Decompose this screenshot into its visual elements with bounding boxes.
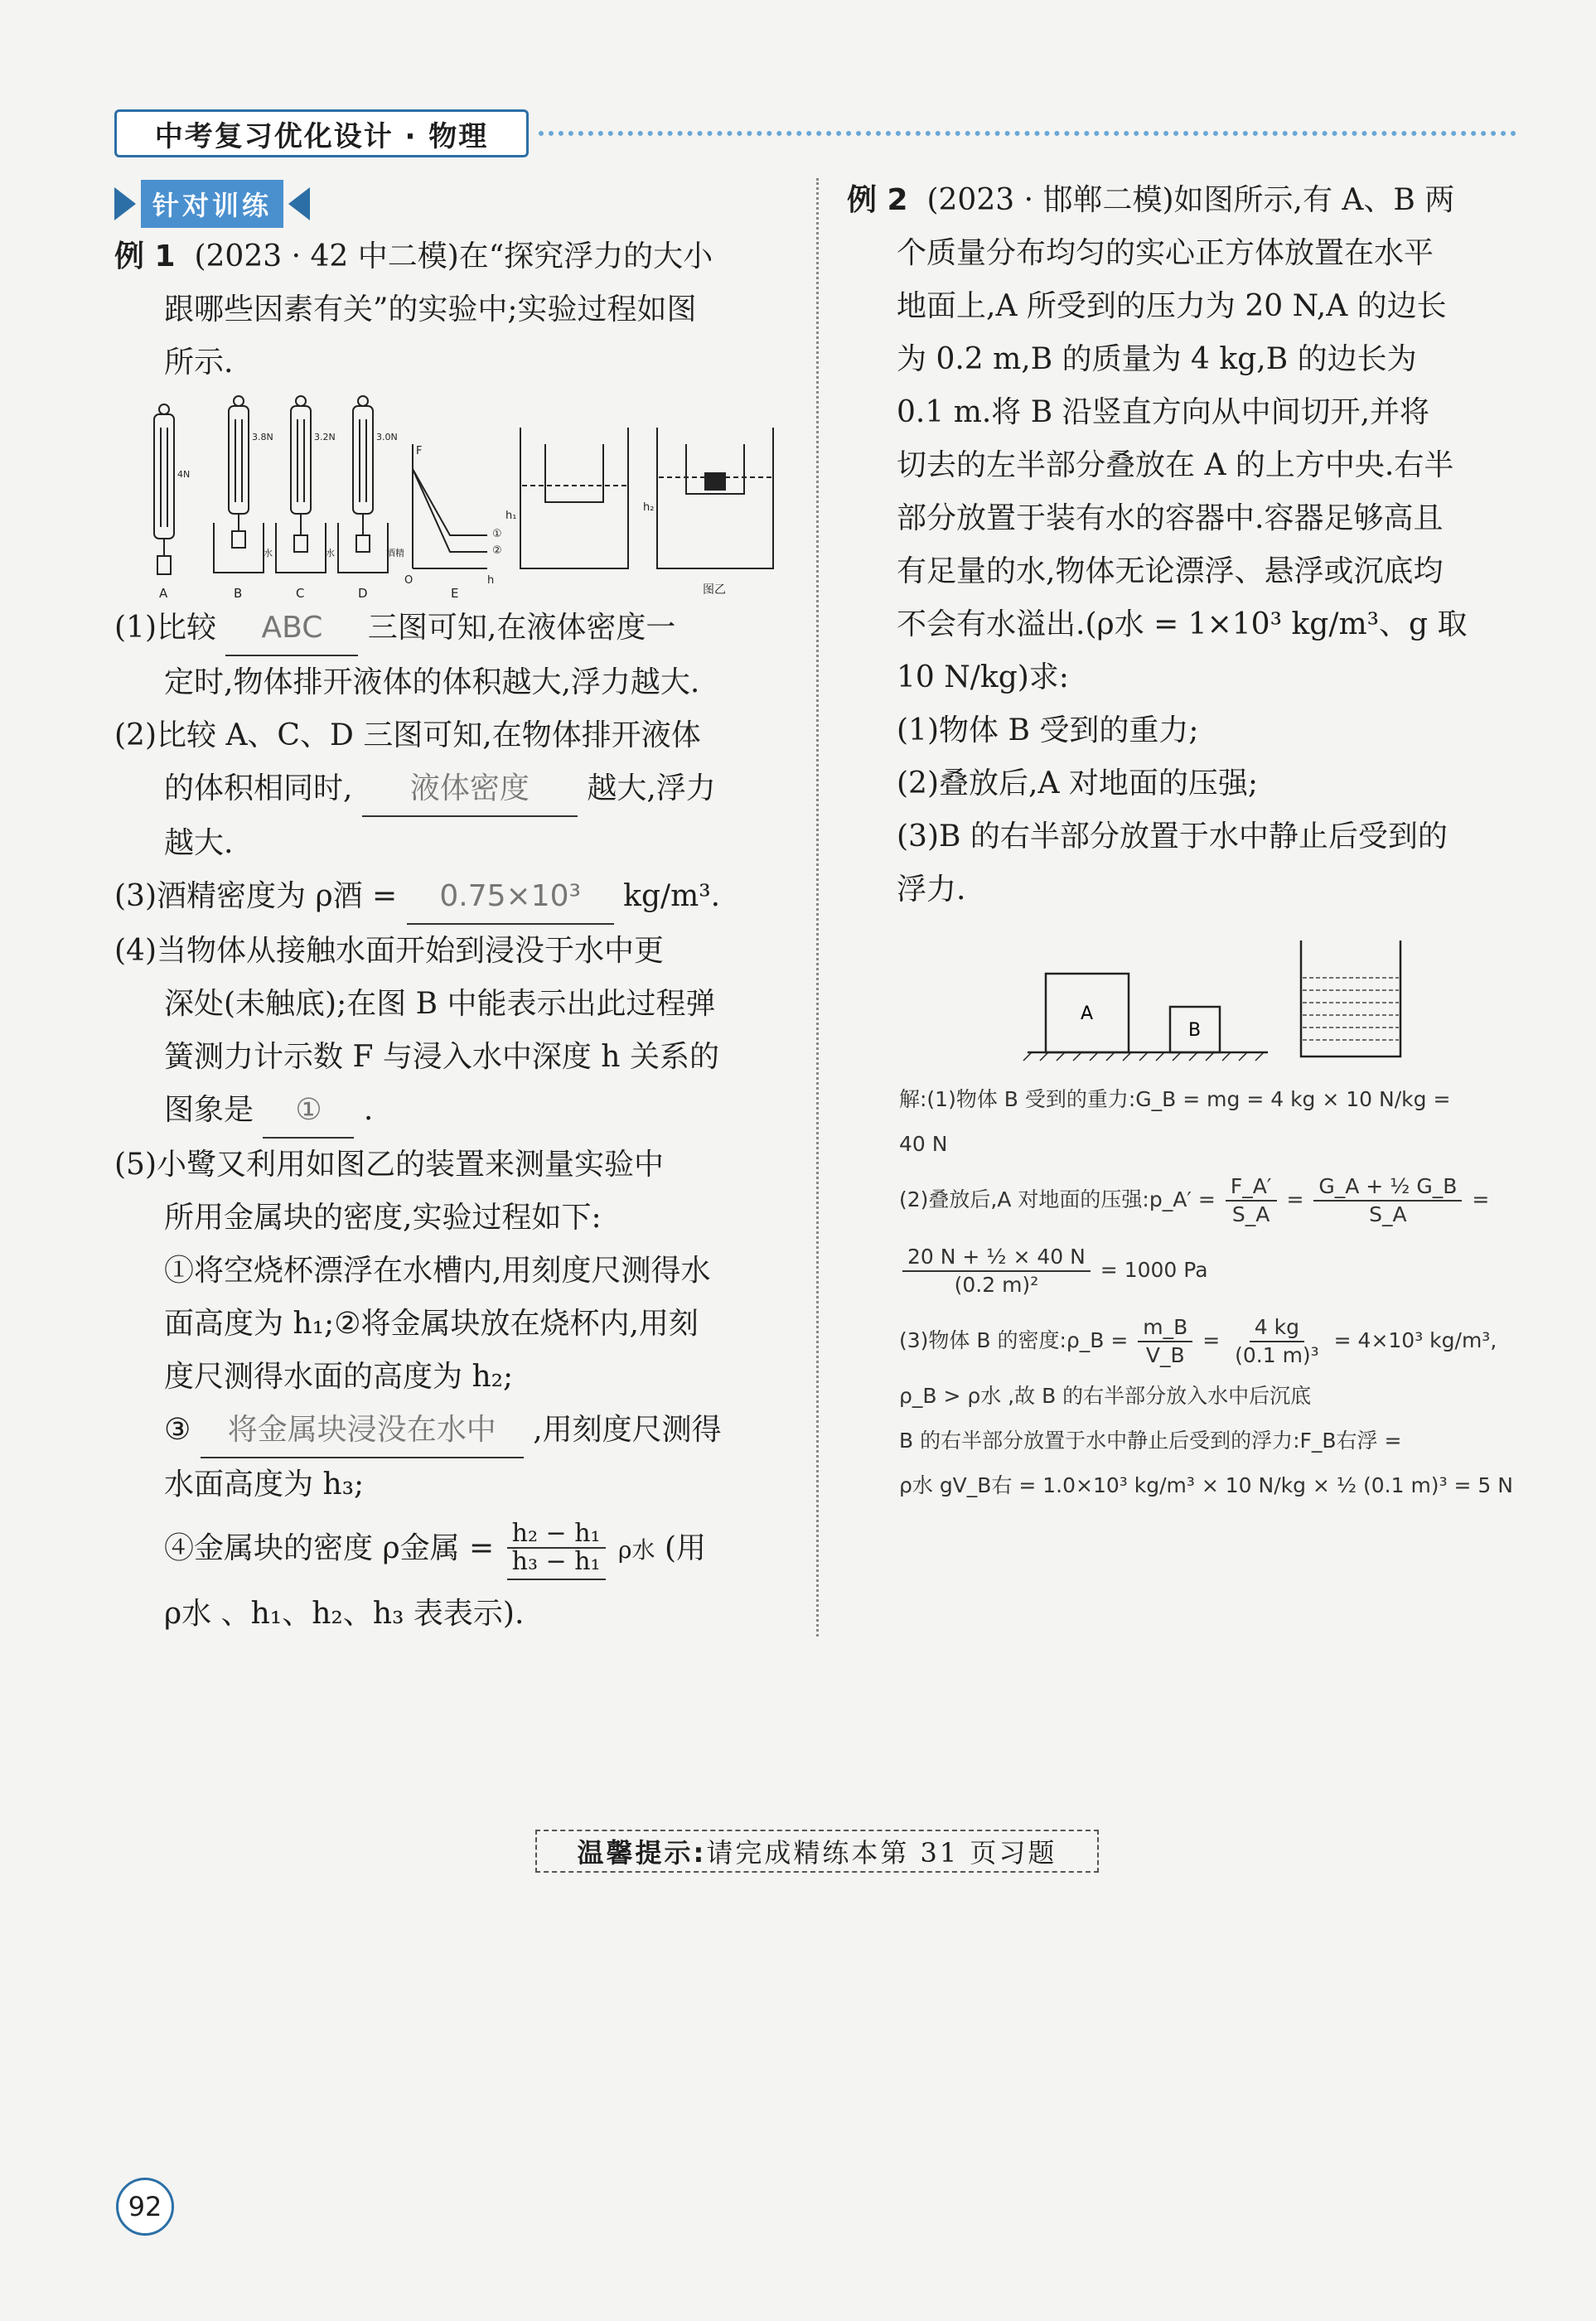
q4-prefix: 图象是 bbox=[164, 1093, 254, 1127]
q5-frac-den: h₃ − h₁ bbox=[511, 1547, 601, 1576]
q5-frac-num: h₂ − h₁ bbox=[507, 1521, 606, 1549]
sol-2-f2-den: S_A bbox=[1369, 1202, 1407, 1226]
section-tag bbox=[114, 181, 345, 227]
sol-line1b: 40 N bbox=[899, 1132, 948, 1156]
fig-label-b: B bbox=[234, 586, 243, 601]
q5-answer: 将金属块浸没在水中 bbox=[201, 1404, 524, 1458]
reading-a: 4N bbox=[177, 469, 191, 480]
ex2-figure bbox=[1019, 928, 1483, 1069]
ex2-line4: 为 0.2 m,B 的质量为 4 kg,B 的边长为 bbox=[897, 342, 1417, 376]
sol-4-f2-num: 4 kg bbox=[1250, 1314, 1304, 1342]
q2-line3: 越大. bbox=[164, 826, 234, 860]
column-divider bbox=[816, 178, 819, 1637]
page-number: 92 bbox=[116, 2178, 174, 2236]
q5-line2: 所用金属块的密度,实验过程如下: bbox=[164, 1201, 602, 1235]
fig2-caption: 图乙 bbox=[703, 583, 726, 597]
reminder-text: 请完成精练本第 31 页习题 bbox=[706, 1837, 1057, 1869]
q2-line1: (2)比较 A、C、D 三图可知,在物体排开液体 bbox=[114, 718, 701, 752]
reminder-box bbox=[535, 1830, 1099, 1873]
reading-b: 3.8N bbox=[252, 432, 273, 442]
example-1 bbox=[114, 230, 786, 1641]
q1-line2: 定时,物体排开液体的体积越大,浮力越大. bbox=[164, 665, 700, 699]
example-2 bbox=[847, 174, 1526, 916]
q2-answer: 液体密度 bbox=[362, 762, 578, 817]
ex1-intro-line3: 所示. bbox=[164, 346, 234, 380]
spring-scale-c bbox=[276, 396, 326, 573]
q5-density-prefix: ④金属块的密度 ρ金属 = bbox=[164, 1531, 495, 1565]
sol-line5: ρ_B > ρ水 ,故 B 的右半部分放入水中后沉底 bbox=[899, 1384, 1312, 1408]
q5-line5: 度尺测得水面的高度为 h₂; bbox=[164, 1360, 514, 1394]
ex2-question-1: (1)物体 B 受到的重力; bbox=[897, 713, 1199, 747]
liquid-b: 水 bbox=[264, 548, 273, 558]
sol-2-f1-num: F_A′ bbox=[1226, 1173, 1277, 1202]
q5-rho-water: ρ水 bbox=[618, 1536, 655, 1564]
q5-step3-suffix: ,用刻度尺测得 bbox=[533, 1413, 722, 1447]
ex2-line6: 切去的左半部分叠放在 A 的上方中央.右半 bbox=[897, 448, 1454, 482]
q5-density-answer bbox=[507, 1521, 606, 1580]
q5-step3-prefix: ③ bbox=[164, 1413, 191, 1447]
q2-suffix: 越大,浮力 bbox=[587, 771, 716, 805]
tag-left-arrow-icon bbox=[288, 187, 310, 220]
q4-suffix: . bbox=[363, 1093, 374, 1127]
graph-origin: O bbox=[404, 574, 414, 587]
q5-line7: 水面高度为 h₃; bbox=[164, 1468, 365, 1501]
ex2-question-3b: 浮力. bbox=[897, 873, 966, 907]
beaker-2 bbox=[657, 428, 773, 568]
ex2-solution: 解:(1)物体 B 受到的重力:G_B = mg = 4 kg × 10 N/kg = 40 N (2)叠放后,A 对地面的压强:p_A′ = $\frac{F\_A'}{S\_A}$ = $\frac{\text{G\_A + ½ G\_B}}{S\_A}$ = $\frac{\text{20 N + ½ × 40 N}}{\text{(0.2 m)²}}$ = 1000 Pa (3)物体 B 的密度:ρ_B = $\frac{m\_B}{V\_B}$ = $\frac{4 kg}{\text{(0.1 m)³}}$ = 4×10³ kg/m³, ρ_B > ρ水 ,故 B 的右半部分放入水中后沉底 B 的右半部分放置于水中静止后受到的浮力:F_B右浮 = ρ水 gV_B右 = 1.0×10³ kg/m³ × 10 N/kg × ½ (0.1 m)³ = 5 N bbox=[899, 1077, 1529, 1508]
sol-4-f1-num: m_B bbox=[1138, 1314, 1192, 1342]
spring-scale-a bbox=[154, 404, 174, 574]
spring-scale-d bbox=[338, 396, 388, 573]
ex2-line8: 有足量的水,物体无论漂浮、悬浮或沉底均 bbox=[897, 554, 1444, 588]
ex2-question-2: (2)叠放后,A 对地面的压强; bbox=[897, 766, 1259, 800]
label-h1: h₁ bbox=[505, 510, 517, 522]
cube-a-label: A bbox=[1081, 1003, 1094, 1024]
liquid-d: 酒精 bbox=[386, 548, 404, 558]
q5-line9: ρ水 、h₁、h₂、h₃ 表表示). bbox=[164, 1597, 525, 1631]
example-1-label: 例 1 bbox=[114, 239, 176, 273]
q5-line1: (5)小鹭又利用如图乙的装置来测量实验中 bbox=[114, 1148, 664, 1182]
ex2-line2: 个质量分布均匀的实心正方体放置在水平 bbox=[897, 236, 1434, 270]
graph-y-label: F bbox=[416, 445, 423, 457]
sol-line6: B 的右半部分放置于水中静止后受到的浮力:F_B右浮 = bbox=[899, 1429, 1402, 1453]
sol-4-prefix: (3)物体 B 的密度:ρ_B = bbox=[899, 1328, 1129, 1352]
sol-line1: 解:(1)物体 B 受到的重力:G_B = mg = 4 kg × 10 N/kg = bbox=[899, 1087, 1451, 1111]
sol-4-f1-den: V_B bbox=[1145, 1343, 1185, 1367]
fig-label-c: C bbox=[296, 586, 305, 601]
example-2-label: 例 2 bbox=[847, 183, 908, 217]
label-h2: h₂ bbox=[643, 501, 655, 514]
sol-line7: ρ水 gV_B右 = 1.0×10³ kg/m³ × 10 N/kg × ½ (0.1 m)³ = 5 N bbox=[899, 1473, 1513, 1497]
ex2-line7: 部分放置于装有水的容器中.容器足够高且 bbox=[897, 501, 1444, 535]
reading-d: 3.0N bbox=[376, 432, 398, 442]
q2-prefix: 的体积相同时, bbox=[164, 771, 353, 805]
q3-prefix: (3)酒精密度为 ρ酒 = bbox=[114, 879, 398, 913]
sol-4-f2-den: (0.1 m)³ bbox=[1235, 1343, 1319, 1367]
ex2-question-3: (3)B 的右半部分放置于水中静止后受到的 bbox=[897, 820, 1448, 853]
q4-line2: 深处(未触底);在图 B 中能表示出此过程弹 bbox=[164, 987, 716, 1021]
sol-3-den: (0.2 m)² bbox=[954, 1273, 1039, 1297]
cube-b-label: B bbox=[1188, 1020, 1202, 1041]
q4-line1: (4)当物体从接触水面开始到浸没于水中更 bbox=[114, 934, 664, 968]
q4-line3: 簧测力计示数 F 与浸入水中深度 h 关系的 bbox=[164, 1040, 719, 1074]
fig-label-d: D bbox=[358, 586, 368, 601]
sol-2-prefix: (2)叠放后,A 对地面的压强:p_A′ = bbox=[899, 1187, 1216, 1211]
q5-density-suffix: (用 bbox=[664, 1531, 706, 1565]
ex2-line1: (2023 · 邯郸二模)如图所示,有 A、B 两 bbox=[926, 183, 1455, 217]
ex2-line5: 0.1 m.将 B 沿竖直方向从中间切开,并将 bbox=[897, 395, 1430, 429]
ex1-intro-line2: 跟哪些因素有关”的实验中;实验过程如图 bbox=[164, 293, 697, 326]
q5-line3: ①将空烧杯漂浮在水槽内,用刻度尺测得水 bbox=[164, 1254, 711, 1288]
reminder-label: 温馨提示: bbox=[577, 1837, 707, 1869]
q3-answer: 0.75×10³ bbox=[407, 870, 614, 925]
sol-3-result: = 1000 Pa bbox=[1100, 1258, 1208, 1282]
ex2-line10: 10 N/kg)求: bbox=[897, 660, 1069, 694]
graph-curve-2: ② bbox=[492, 544, 502, 557]
sol-3-num: 20 N + ½ × 40 N bbox=[902, 1244, 1091, 1272]
ex1-intro-line1: (2023 · 42 中二模)在“探究浮力的大小 bbox=[194, 239, 713, 273]
reading-c: 3.2N bbox=[314, 432, 336, 442]
book-title: 中考复习优化设计 · 物理 bbox=[114, 109, 529, 157]
ex2-line9: 不会有水溢出.(ρ水 = 1×10³ kg/m³、g 取 bbox=[897, 607, 1468, 641]
q1-prefix: (1)比较 bbox=[114, 611, 216, 645]
tag-right-arrow-icon bbox=[114, 187, 136, 220]
q3-suffix: kg/m³. bbox=[623, 879, 721, 913]
spring-scale-b bbox=[214, 396, 264, 573]
graph-e bbox=[413, 444, 487, 568]
fig-label-a: A bbox=[159, 586, 168, 601]
graph-curve-1: ① bbox=[492, 528, 502, 540]
sol-4-result: = 4×10³ kg/m³, bbox=[1333, 1328, 1497, 1352]
header-dotted-rule bbox=[539, 131, 1516, 136]
q1-answer: ABC bbox=[225, 602, 358, 656]
q1-suffix: 三图可知,在液体密度一 bbox=[367, 611, 676, 645]
ex2-line3: 地面上,A 所受到的压力为 20 N,A 的边长 bbox=[897, 289, 1447, 323]
ex1-figure bbox=[131, 394, 802, 602]
q5-line4: 面高度为 h₁;②将金属块放在烧杯内,用刻 bbox=[164, 1307, 699, 1341]
liquid-c: 水 bbox=[326, 548, 335, 558]
sol-2-f2-num: G_A + ½ G_B bbox=[1313, 1173, 1462, 1202]
graph-x-label: h bbox=[487, 574, 495, 587]
fig-label-e: E bbox=[451, 586, 459, 601]
q4-answer: ① bbox=[263, 1084, 354, 1139]
beaker-1 bbox=[520, 428, 628, 568]
section-tag-label: 针对训练 bbox=[141, 180, 283, 228]
sol-2-f1-den: S_A bbox=[1231, 1202, 1270, 1226]
water-container bbox=[1301, 940, 1400, 1057]
